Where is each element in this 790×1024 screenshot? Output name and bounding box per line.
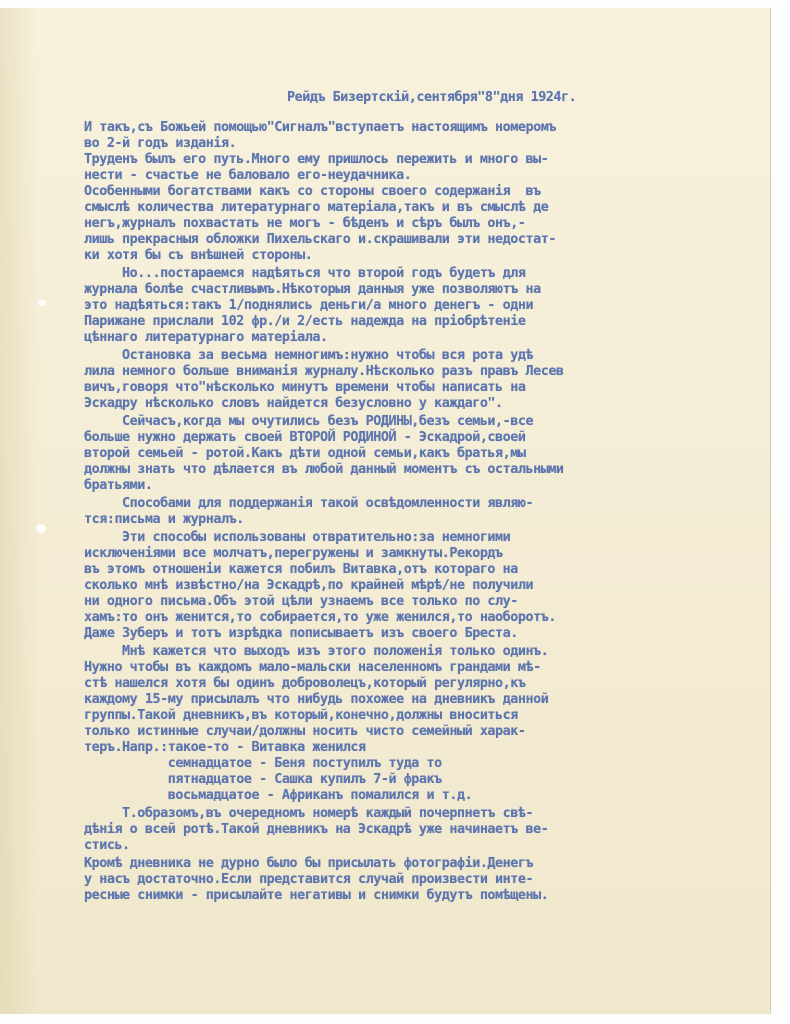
text-line: теръ.Напр.:такое-то - Витавка женился <box>84 740 366 755</box>
text-line: каждому 15-му присылалъ что нибудь похожее на дневникъ данной <box>84 692 549 707</box>
text-line: цѣннаго литературнаго матеріала. <box>84 330 328 345</box>
text-line: ресные снимки - присылайте негативы и снимки будутъ помѣщены. <box>84 888 549 903</box>
text-line: тся:письма и журналъ. <box>84 512 244 527</box>
text-line: больше нужно держать своей ВТОРОЙ РОДИНОЙ - Эскадрой,своей <box>84 430 526 445</box>
text-line: смыслѣ количества литературнаго матеріала,такъ и въ смыслѣ де <box>84 200 549 215</box>
text-line: Труденъ былъ его путь.Много ему пришлось пережить и много вы- <box>84 152 549 167</box>
text-line: второй семьей - ротой.Какъ дѣти одной семьи,какъ братья,мы <box>84 446 526 461</box>
text-line: Способами для поддержанія такой освѣдомленности являю- <box>84 496 534 511</box>
text-line: Парижане прислали 102 фр./и 2/есть надежда на пріобрѣтеніе <box>84 314 526 329</box>
text-line: лишь прекрасныя обложки Пихельскаго и.скрашивали эти недостат- <box>84 232 556 247</box>
text-line: Мнѣ кажется что выходъ изъ этого положенія только одинъ. <box>84 644 549 659</box>
text-line: группы.Такой дневникъ,въ который,конечно,должны вноситься <box>84 708 518 723</box>
text-line: нести - счастье не баловало его-неудачника. <box>84 168 412 183</box>
text-line: въ этомъ отношеніи кажется побилъ Витавка,отъ котораго на <box>84 562 518 577</box>
text-line: лила немного больше вниманія журналу.Нѣсколько разъ правъ Лесев <box>84 364 564 379</box>
text-line: Остановка за весьма немногимъ:нужно чтобы вся рота удѣ <box>84 348 534 363</box>
text-line: во 2-й годъ изданія. <box>84 136 237 151</box>
text-line: вичъ,говоря что"нѣсколько минутъ времени чтобы написать на <box>84 380 526 395</box>
text-line: братьями. <box>84 478 153 493</box>
text-line: ни одного письма.Объ этой цѣли узнаемъ все только по слу- <box>84 594 518 609</box>
text-line: Особенными богатствами какъ со стороны своего содержанія въ <box>84 184 541 199</box>
text-line: Т.образомъ,въ очередномъ номерѣ каждый почерпнетъ свѣ- <box>84 806 534 821</box>
text-line: И такъ,съ Божьей помощью"Сигналъ"вступаетъ настоящимъ номеромъ <box>84 120 556 135</box>
text-line: Кромѣ дневника не дурно было бы присылать фотографіи.Денегъ <box>84 856 534 871</box>
text-line: негъ,журналъ похвастать не могъ - бѣденъ и сѣръ былъ онъ,- <box>84 216 526 231</box>
text-line: Нужно чтобы въ каждомъ мало-мальски населенномъ грандами мѣ- <box>84 660 541 675</box>
text-line: Но...постараемся надѣяться что второй годъ будетъ для <box>84 266 526 281</box>
text-line: дѣнія о всей ротѣ.Такой дневникъ на Эскадрѣ уже начинаетъ ве- <box>84 822 549 837</box>
date-header: Рейдъ Бизертскій,сентября"8"дня 1924г. <box>287 90 577 105</box>
text-line: восьмадцатое - Африканъ помалился и т.д. <box>84 788 473 803</box>
text-line: пятнадцатое - Сашка купилъ 7-й фракъ <box>84 772 442 787</box>
text-line: исключеніями все молчатъ,перегружены и замкнуты.Рекордъ <box>84 546 503 561</box>
text-line: Даже Зуберъ и тотъ изрѣдка пописываетъ изъ своего Бреста. <box>84 626 518 641</box>
text-line: ки хотя бы съ внѣшней стороны. <box>84 248 313 263</box>
text-line: Эскадру нѣсколько словъ найдется безусловно у каждаго". <box>84 396 503 411</box>
text-line: журнала болѣе счастливымъ.Нѣкоторыя данныя уже позволяютъ на <box>84 282 541 297</box>
text-line: стись. <box>84 838 130 853</box>
text-line: хамъ:то онъ женится,то собирается,то уже женился,то наоборотъ. <box>84 610 556 625</box>
text-line: Сейчасъ,когда мы очутились безъ РОДИНЫ,безъ семьи,-все <box>84 414 534 429</box>
text-line: только истинные случаи/должны носить чисто семейный харак- <box>84 724 526 739</box>
text-line: стѣ нашелся хотя бы одинъ доброволецъ,который регулярно,къ <box>84 676 526 691</box>
text-line: это надѣяться:такъ 1/поднялись деньги/а много денегъ - одни <box>84 298 534 313</box>
text-line: Эти способы использованы отвратительно:за немногими <box>84 530 511 545</box>
text-line: сколько мнѣ извѣстно/на Эскадрѣ,по крайней мѣрѣ/не получили <box>84 578 534 593</box>
text-line: семнадцатое - Беня поступилъ туда то <box>84 756 442 771</box>
text-line: должны знать что дѣлается въ любой данный моментъ съ остальными <box>84 462 564 477</box>
text-line: у насъ достаточно.Если представится случай произвести инте- <box>84 872 534 887</box>
